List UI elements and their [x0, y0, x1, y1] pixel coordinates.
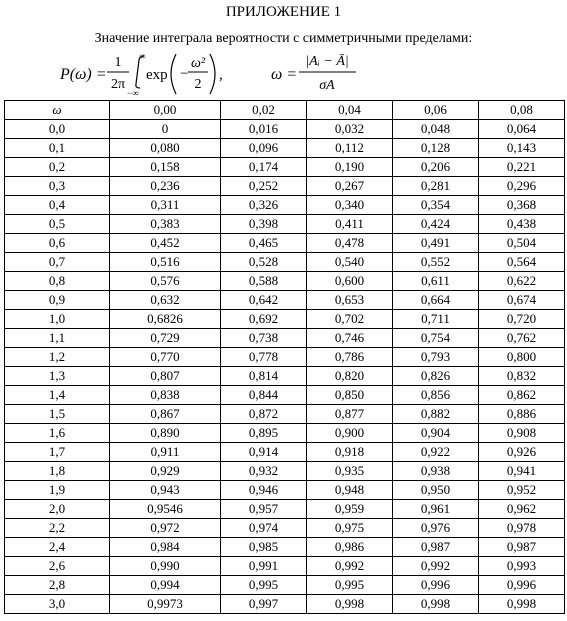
table-cell: 0,128	[393, 139, 479, 158]
table-cell: 0,872	[221, 405, 307, 424]
table-cell: 0,984	[110, 538, 221, 557]
table-cell: 0,918	[307, 443, 393, 462]
table-cell: 0,528	[221, 253, 307, 272]
table-cell: 0,311	[110, 196, 221, 215]
table-cell: 0,711	[393, 310, 479, 329]
table-row	[5, 519, 565, 538]
table-cell: 0	[110, 120, 221, 139]
table-cell: 0,959	[307, 500, 393, 519]
table-cell: 0,975	[307, 519, 393, 538]
omega-value-cell: 0,5	[5, 215, 110, 234]
table-row	[5, 576, 565, 595]
table-cell: 0,6826	[110, 310, 221, 329]
table-row	[5, 253, 565, 272]
table-cell: 0,926	[479, 443, 565, 462]
omega-def-lhs: ω =	[271, 66, 298, 83]
table-cell: 0,048	[393, 120, 479, 139]
table-row	[5, 557, 565, 576]
table-cell: 0,491	[393, 234, 479, 253]
table-cell: 0,900	[307, 424, 393, 443]
table-cell: 0,786	[307, 348, 393, 367]
table-cell: 0,877	[307, 405, 393, 424]
formula-exp: exp	[146, 67, 168, 83]
table-cell: 0,985	[221, 538, 307, 557]
omega-value-cell: 1,0	[5, 310, 110, 329]
table-cell: 0,762	[479, 329, 565, 348]
table-cell: 0,946	[221, 481, 307, 500]
formula-lower-limit: −∞	[127, 88, 139, 98]
table-cell: 0,895	[221, 424, 307, 443]
table-cell: 0,9973	[110, 595, 221, 614]
table-cell: 0,424	[393, 215, 479, 234]
table-cell: 0,998	[307, 595, 393, 614]
omega-value-cell: 1,5	[5, 405, 110, 424]
table-cell: 0,576	[110, 272, 221, 291]
table-cell: 0,990	[110, 557, 221, 576]
omega-value-cell: 2,2	[5, 519, 110, 538]
header-cell: 0,04	[307, 101, 393, 120]
table-cell: 0,943	[110, 481, 221, 500]
table-cell: 0,702	[307, 310, 393, 329]
table-cell: 0,952	[479, 481, 565, 500]
table-cell: 0,600	[307, 272, 393, 291]
left-paren-icon	[171, 54, 176, 94]
table-cell: 0,611	[393, 272, 479, 291]
table-cell: 0,770	[110, 348, 221, 367]
table-row	[5, 310, 565, 329]
table-cell: 0,992	[307, 557, 393, 576]
table-cell: 0,642	[221, 291, 307, 310]
table-cell: 0,411	[307, 215, 393, 234]
table-cell: 0,987	[393, 538, 479, 557]
table-cell: 0,908	[479, 424, 565, 443]
header-cell: 0,08	[479, 101, 565, 120]
table-row	[5, 538, 565, 557]
table-cell: 0,552	[393, 253, 479, 272]
table-row	[5, 272, 565, 291]
table-cell: 0,996	[479, 576, 565, 595]
table-row	[5, 443, 565, 462]
table-row	[5, 139, 565, 158]
table-cell: 0,904	[393, 424, 479, 443]
table-cell: 0,588	[221, 272, 307, 291]
formula-coef-den: 2π	[110, 77, 126, 92]
table-cell: 0,972	[110, 519, 221, 538]
table-cell: 0,832	[479, 367, 565, 386]
table-cell: 0,914	[221, 443, 307, 462]
omega-value-cell: 1,1	[5, 329, 110, 348]
table-cell: 0,9546	[110, 500, 221, 519]
header-cell: 0,06	[393, 101, 479, 120]
table-cell: 0,935	[307, 462, 393, 481]
table-cell: 0,941	[479, 462, 565, 481]
table-cell: 0,296	[479, 177, 565, 196]
table-cell: 0,826	[393, 367, 479, 386]
table-row	[5, 234, 565, 253]
table-cell: 0,174	[221, 158, 307, 177]
page-title: ПРИЛОЖЕНИЕ 1	[225, 4, 342, 20]
omega-value-cell: 1,4	[5, 386, 110, 405]
table-cell: 0,938	[393, 462, 479, 481]
table-cell: 0,987	[479, 538, 565, 557]
table-row	[5, 158, 565, 177]
table-cell: 0,882	[393, 405, 479, 424]
formula-minus: −	[180, 66, 189, 82]
table-cell: 0,922	[393, 443, 479, 462]
table-cell: 0,206	[393, 158, 479, 177]
table-cell: 0,383	[110, 215, 221, 234]
table-cell: 0,948	[307, 481, 393, 500]
table-cell: 0,992	[393, 557, 479, 576]
table-cell: 0,950	[393, 481, 479, 500]
formula-trailing: ,	[219, 67, 223, 83]
omega-value-cell: 2,4	[5, 538, 110, 557]
table-cell: 0,452	[110, 234, 221, 253]
formula-upper-limit: ∞	[139, 51, 146, 61]
table-row	[5, 291, 565, 310]
omega-value-cell: 0,8	[5, 272, 110, 291]
table-row	[5, 177, 565, 196]
table-row	[5, 500, 565, 519]
table-cell: 0,793	[393, 348, 479, 367]
table-cell: 0,622	[479, 272, 565, 291]
header-omega: ω	[5, 101, 110, 120]
table-cell: 0,664	[393, 291, 479, 310]
omega-value-cell: 2,8	[5, 576, 110, 595]
table-cell: 0,978	[479, 519, 565, 538]
table-cell: 0,096	[221, 139, 307, 158]
omega-value-cell: 2,0	[5, 500, 110, 519]
table-cell: 0,962	[479, 500, 565, 519]
omega-value-cell: 1,3	[5, 367, 110, 386]
table-cell: 0,867	[110, 405, 221, 424]
table-cell: 0,281	[393, 177, 479, 196]
table-header-row	[5, 101, 565, 120]
table-cell: 0,850	[307, 386, 393, 405]
table-cell: 0,252	[221, 177, 307, 196]
omega-value-cell: 0,3	[5, 177, 110, 196]
table-row	[5, 424, 565, 443]
table-cell: 0,340	[307, 196, 393, 215]
omega-value-cell: 1,9	[5, 481, 110, 500]
formula-coef-num: 1	[114, 55, 122, 70]
table-body	[5, 120, 565, 614]
table-cell: 0,032	[307, 120, 393, 139]
right-paren-icon	[210, 54, 215, 94]
table-cell: 0,438	[479, 215, 565, 234]
table-cell: 0,653	[307, 291, 393, 310]
table-cell: 0,016	[221, 120, 307, 139]
table-cell: 0,957	[221, 500, 307, 519]
omega-value-cell: 0,2	[5, 158, 110, 177]
table-cell: 0,820	[307, 367, 393, 386]
table-cell: 0,516	[110, 253, 221, 272]
table-cell: 0,729	[110, 329, 221, 348]
table-cell: 0,354	[393, 196, 479, 215]
table-cell: 0,478	[307, 234, 393, 253]
table-row	[5, 196, 565, 215]
table-cell: 0,998	[479, 595, 565, 614]
table-cell: 0,976	[393, 519, 479, 538]
formula-exp-num: ω²	[190, 56, 206, 71]
formula-svg	[0, 50, 567, 98]
table-cell: 0,158	[110, 158, 221, 177]
table-cell: 0,064	[479, 120, 565, 139]
omega-value-cell: 3,0	[5, 595, 110, 614]
table-row	[5, 348, 565, 367]
table-cell: 0,986	[307, 538, 393, 557]
table-cell: 0,886	[479, 405, 565, 424]
table-cell: 0,267	[307, 177, 393, 196]
probability-integral-table	[4, 100, 565, 614]
table-cell: 0,838	[110, 386, 221, 405]
table-cell: 0,564	[479, 253, 565, 272]
table-cell: 0,993	[479, 557, 565, 576]
header-cell: 0,02	[221, 101, 307, 120]
table-row	[5, 405, 565, 424]
table-cell: 0,236	[110, 177, 221, 196]
omega-def-numerator: |Aᵢ − Ā|	[305, 54, 349, 69]
table-row	[5, 120, 565, 139]
table-cell: 0,112	[307, 139, 393, 158]
table-cell: 0,995	[307, 576, 393, 595]
omega-value-cell: 1,7	[5, 443, 110, 462]
table-cell: 0,778	[221, 348, 307, 367]
table-cell: 0,996	[393, 576, 479, 595]
table-cell: 0,221	[479, 158, 565, 177]
table-cell: 0,692	[221, 310, 307, 329]
header-cell: 0,00	[110, 101, 221, 120]
table-cell: 0,465	[221, 234, 307, 253]
table-row	[5, 215, 565, 234]
table-cell: 0,844	[221, 386, 307, 405]
table-cell: 0,080	[110, 139, 221, 158]
omega-value-cell: 2,6	[5, 557, 110, 576]
omega-value-cell: 1,8	[5, 462, 110, 481]
table-row	[5, 595, 565, 614]
omega-value-cell: 0,6	[5, 234, 110, 253]
table-cell: 0,807	[110, 367, 221, 386]
formula-exp-den: 2	[194, 77, 202, 92]
table-cell: 0,995	[221, 576, 307, 595]
table-cell: 0,754	[393, 329, 479, 348]
table-row	[5, 329, 565, 348]
table-cell: 0,738	[221, 329, 307, 348]
table-cell: 0,994	[110, 576, 221, 595]
table-cell: 0,143	[479, 139, 565, 158]
omega-value-cell: 0,9	[5, 291, 110, 310]
table-cell: 0,997	[221, 595, 307, 614]
omega-value-cell: 0,4	[5, 196, 110, 215]
omega-value-cell: 1,2	[5, 348, 110, 367]
table-cell: 0,504	[479, 234, 565, 253]
table-cell: 0,974	[221, 519, 307, 538]
table-cell: 0,814	[221, 367, 307, 386]
table-cell: 0,890	[110, 424, 221, 443]
table-cell: 0,746	[307, 329, 393, 348]
omega-value-cell: 1,6	[5, 424, 110, 443]
table-cell: 0,856	[393, 386, 479, 405]
table-cell: 0,326	[221, 196, 307, 215]
omega-value-cell: 0,0	[5, 120, 110, 139]
table-row	[5, 481, 565, 500]
omega-def-denominator: σA	[319, 78, 335, 93]
table-cell: 0,998	[393, 595, 479, 614]
table-cell: 0,991	[221, 557, 307, 576]
table-cell: 0,632	[110, 291, 221, 310]
formula-lhs: P(ω) =	[60, 66, 107, 83]
table-cell: 0,190	[307, 158, 393, 177]
table-cell: 0,674	[479, 291, 565, 310]
table-cell: 0,368	[479, 196, 565, 215]
table-row	[5, 462, 565, 481]
formula-row	[0, 50, 567, 98]
omega-value-cell: 0,7	[5, 253, 110, 272]
table-cell: 0,720	[479, 310, 565, 329]
table-cell: 0,398	[221, 215, 307, 234]
table-cell: 0,540	[307, 253, 393, 272]
omega-value-cell: 0,1	[5, 139, 110, 158]
table-cell: 0,932	[221, 462, 307, 481]
table-cell: 0,800	[479, 348, 565, 367]
table-cell: 0,911	[110, 443, 221, 462]
table-cell: 0,862	[479, 386, 565, 405]
table-cell: 0,929	[110, 462, 221, 481]
table-subtitle: Значение интеграла вероятности с симметричными пределами:	[94, 31, 473, 46]
table-row	[5, 367, 565, 386]
table-row	[5, 386, 565, 405]
table-cell: 0,961	[393, 500, 479, 519]
